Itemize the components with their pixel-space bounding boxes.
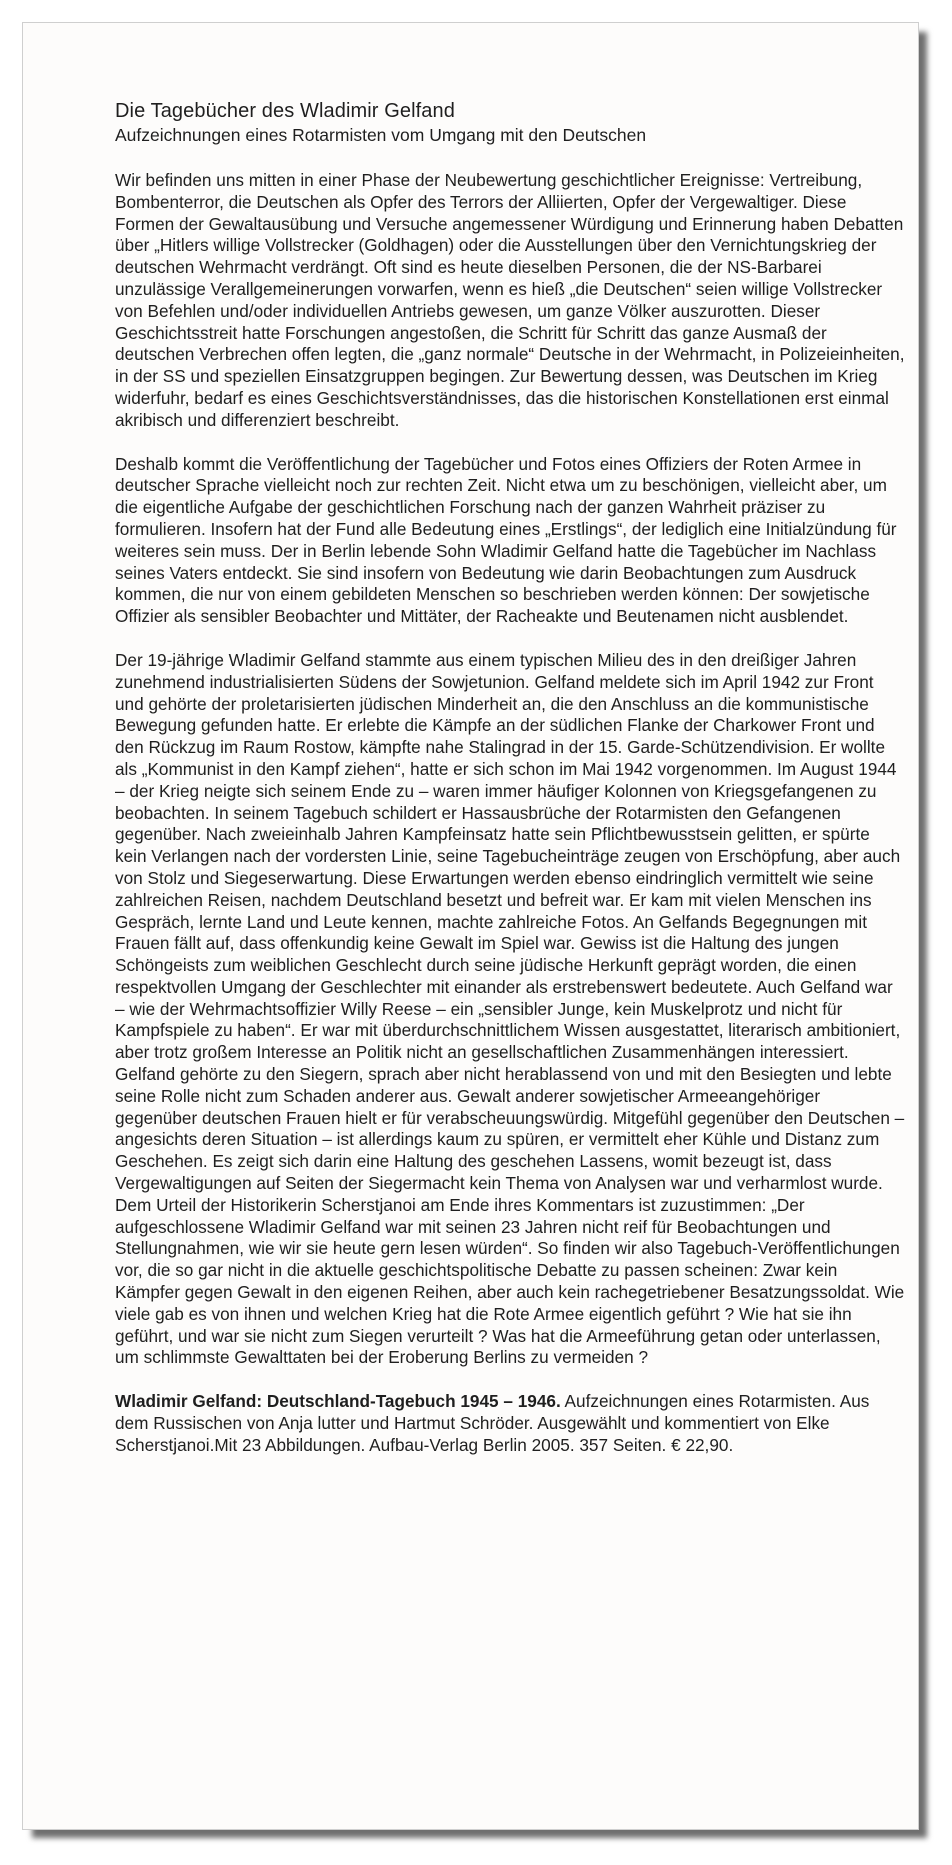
article [115, 99, 905, 1457]
article-subtitle: Aufzeichnungen eines Rotarmisten vom Umgang mit den Deutschen [115, 125, 647, 145]
article-title: Die Tagebücher des Wladimir Gelfand [115, 100, 455, 122]
book-reference [115, 1391, 905, 1456]
paragraph-2: Deshalb kommt die Veröffentlichung der Tagebücher und Fotos eines Offiziers der Roten Armee in deutscher Sprache vielleicht noch zur rechten Zeit. Nicht etwa um zu beschönigen, vielleicht aber, um die eigentliche Aufgabe der geschichtlichen Forschung nach der ganzen Wahrheit präziser zu formulieren. Insofern hat der Fund alle Bedeutung eines „Erstlings“, der lediglich eine Initialzündung für weiteres sein muss. Der in Berlin lebende Sohn Wladimir Gelfand hatte die Tagebücher im Nachlass seines Vaters entdeckt. Sie sind insofern von Bedeutung wie darin Beobachtungen zum Ausdruck kommen, die nur von einem gebildeten Menschen so beschrieben werden können: Der sowjetische Offizier als sensibler Beobachter und Mittäter, der Racheakte und Beutenamen nicht ausblendet. [115, 453, 897, 627]
book-reference-details: Aufzeichnungen eines Rotarmisten. Aus dem Russischen von Anja lutter und Hartmut Schröder. Ausgewählt und kommentiert von Elke Scherstjanoi.Mit 23 Abbildungen. Aufbau-Verlag Berlin 2005. 357 Seiten. € 22,90. [115, 1391, 870, 1455]
paragraph-1: Wir befinden uns mitten in einer Phase der Neubewertung geschichtlicher Ereignisse: Vertreibung, Bombenterror, die Deutschen als Opfer des Terrors der Alliierten, Opfer der Vergewaltiger. Diese Formen der Gewaltausübung und Versuche angemessener Würdigung und Erinnerung haben Debatten über „Hitlers willige Vollstrecker (Goldhagen) oder die Ausstellungen über den Vernichtungskrieg der deutschen Wehrmacht verdrängt. Oft sind es heute dieselben Personen, die der NS-Barbarei unzulässige Verallgemeinerungen vorwarfen, wenn es hieß „die Deutschen“ seien willige Vollstrecker von Befehlen und/oder individuellen Antriebs gewesen, um ganze Völker auszurotten. Dieser Geschichtsstreit hatte Forschungen angestoßen, die Schritt für Schritt das ganze Ausmaß der deutschen Verbrechen offen legten, die „ganz normale“ Deutsche in der Wehrmacht, in Polizeieinheiten, in der SS und speziellen Einsatzgruppen begingen. Zur Bewertung dessen, was Deutschen im Krieg widerfuhr, bedarf es eines Geschichtsverständnisses, das die historischen Konstellationen erst einmal akribisch und differenziert beschreibt. [115, 170, 905, 430]
paragraph-3: Der 19-jährige Wladimir Gelfand stammte aus einem typischen Milieu des in den dreißiger Jahren zunehmend industrialisierten Südens der Sowjetunion. Gelfand meldete sich im April 1942 zur Front und gehörte der proletarisierten jüdischen Minderheit an, die den Anschluss an die kommunistische Bewegung gefunden hatte. Er erlebte die Kämpfe an der südlichen Flanke der Charkower Front und den Rückzug im Raum Rostow, kämpfte nahe Stalingrad in der 15. Garde-Schützendivision. Er wollte als „Kommunist in den Kampf ziehen“, hatte er sich schon im Mai 1942 vorgenommen. Im August 1944 – der Krieg neigte sich seinem Ende zu – waren immer häufiger Kolonnen von Kriegsgefangenen zu beobachten. In seinem Tagebuch schildert er Hassausbrüche der Rotarmisten den Gefangenen gegenüber. Nach zweieinhalb Jahren Kampfeinsatz hatte sein Pflichtbewusstsein gelitten, er spürte kein Verlangen nach der vordersten Linie, seine Tagebucheinträge zeugen von Erschöpfung, aber auch von Stolz und Siegeserwartung. Diese Erwartungen werden ebenso eindringlich vermittelt wie seine zahlreichen Reisen, nachdem Deutschland besetzt und befreit war. Er kam mit vielen Menschen ins Gespräch, lernte Land und Leute kennen, machte zahlreiche Fotos. An Gelfands Begegnungen mit Frauen fällt auf, dass offenkundig keine Gewalt im Spiel war. Gewiss ist die Haltung des jungen Schöngeists zum weiblichen Geschlecht durch seine jüdische Herkunft geprägt worden, die einen respektvollen Umgang der Geschlechter mit einander als erstrebenswert bedeutete. Auch Gelfand war – wie der Wehrmachtsoffizier Willy Reese – ein „sensibler Junge, kein Muskelprotz und nicht für Kampfspiele zu haben“. Er war mit überdurchschnittlichem Wissen ausgestattet, literarisch ambitioniert, aber trotz großem Interesse an Politik nicht an gesellschaftlichen Zusammenhängen interessiert. Gelfand gehörte zu den Siegern, sprach aber nicht herablassend von und mit den Besiegten und lebte seine Rolle nicht zum Schaden anderer aus. Gewalt anderer sowjetischer Armeeangehöriger gegenüber deutschen Frauen hielt er für verabscheuungswürdig. Mitgefühl gegenüber den Deutschen – angesichts deren Situation – ist allerdings kaum zu spüren, er vermittelt eher Kühle und Distanz zum Geschehen. Es zeigt sich darin eine Haltung des geschehen Lassens, womit bezeugt ist, dass Vergewaltigungen auf Seiten der Siegermacht kein Thema von Analysen war und verharmlost wurde. Dem Urteil der Historikerin Scherstjanoi am Ende ihres Kommentars ist zuzustimmen: „Der aufgeschlossene Wladimir Gelfand war mit seinen 23 Jahren nicht reif für Beobachtungen und Stellungnahmen, wie wir sie heute gern lesen würden“. So finden wir also Tagebuch-Veröffentlichungen vor, die so gar nicht in die aktuelle geschichtspolitische Debatte zu passen scheinen: Zwar kein Kämpfer gegen Gewalt in den eigenen Reihen, aber auch kein rachegetriebener Besatzungssoldat. Wie viele gab es von ihnen und welchen Krieg hat die Rote Armee eigentlich geführt ? Wie hat sie ihn geführt, und war sie nicht zum Siegen verurteilt ? Was hat die Armeeführung getan oder unterlassen, um schlimmste Gewalttaten bei der Eroberung Berlins zu vermeiden ? [115, 649, 905, 1368]
book-reference-title: Wladimir Gelfand: Deutschland-Tagebuch 1945 – 1946. [115, 1391, 561, 1412]
scanned-page [22, 22, 919, 1830]
